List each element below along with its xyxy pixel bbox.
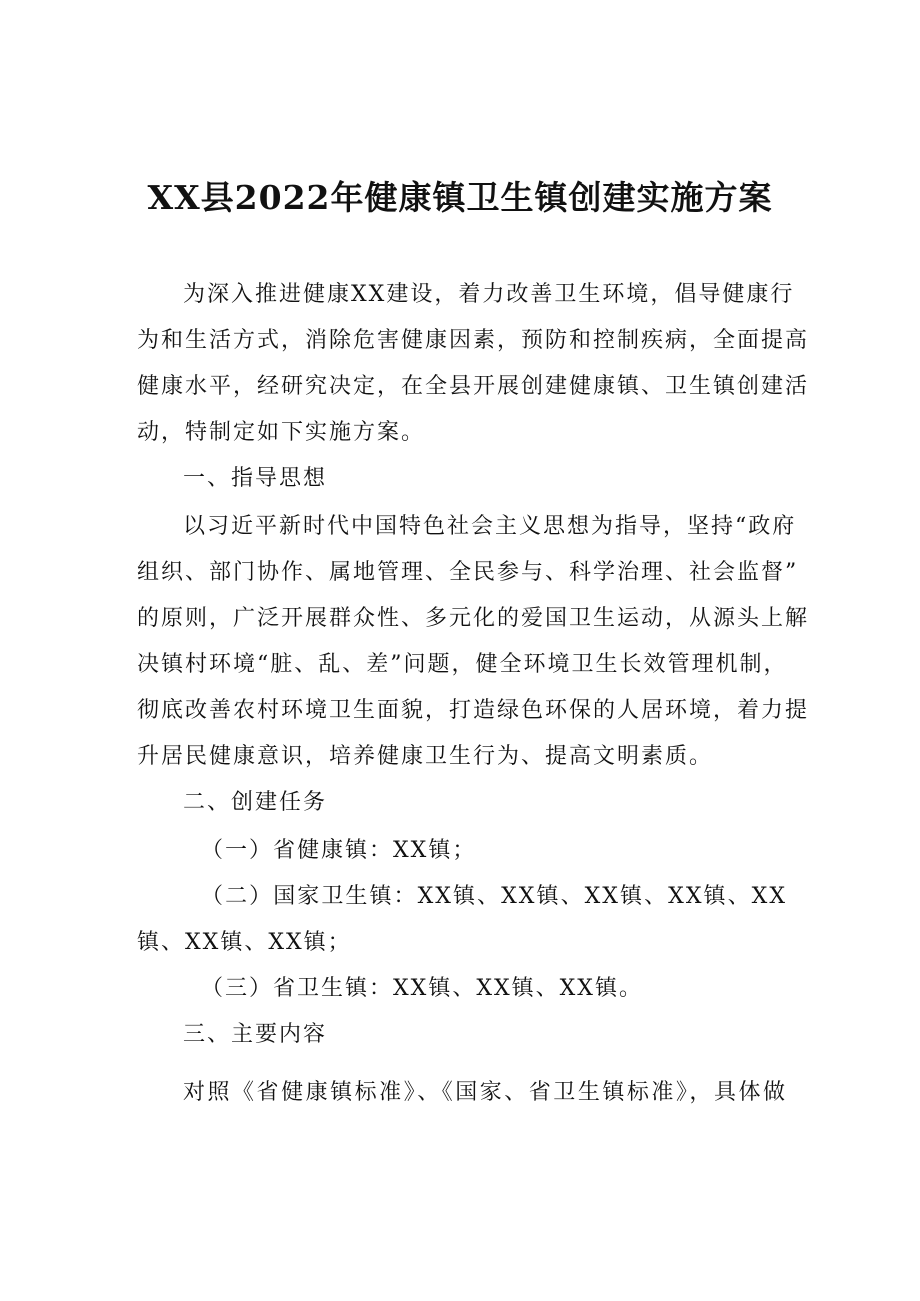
intro-line: 动，特制定如下实施方案。 (137, 420, 426, 445)
intro-line: 为和生活方式，消除危害健康因素，预防和控制疾病，全面提高 (137, 328, 810, 353)
paragraph-line: 决镇村环境“脏、乱、差”问题，健全环境卫生长效管理机制， (137, 652, 788, 677)
section-heading-guiding-ideology: 一、指导思想 (183, 466, 328, 491)
intro-paragraph (137, 272, 810, 456)
task-item-provincial-sanitary-town: （三）省卫生镇：XX镇、XX镇、XX镇。 (201, 976, 643, 1001)
paragraph-line: 彻底改善农村环境卫生面貌，打造绿色环保的人居环境，着力提 (137, 698, 810, 723)
task-item-national-health-town: （二）国家卫生镇：XX镇、XX镇、XX镇、XX镇、XX (201, 884, 787, 909)
document-body (137, 272, 810, 1116)
intro-line: 健康水平，经研究决定，在全县开展创建健康镇、卫生镇创建活 (137, 374, 810, 399)
paragraph-line: 组织、部门协作、属地管理、全民参与、科学治理、社会监督” (137, 560, 799, 585)
section-heading-tasks: 二、创建任务 (183, 790, 328, 815)
section-heading-main-content: 三、主要内容 (183, 1022, 328, 1047)
document-title: XX县2022年健康镇卫生镇创建实施方案 (147, 178, 773, 217)
main-content-line: 对照《省健康镇标准》、《国家、省卫生镇标准》，具体做 (183, 1080, 787, 1105)
paragraph-line: 以习近平新时代中国特色社会主义思想为指导，坚持“政府 (183, 514, 797, 539)
task-item-national-health-town-cont: 镇、XX镇、XX镇； (137, 930, 352, 955)
task-item-provincial-health-town: （一）省健康镇：XX镇； (201, 838, 477, 863)
paragraph-line: 升居民健康意识，培养健康卫生行为、提高文明素质。 (137, 744, 714, 769)
guiding-ideology-paragraph (137, 504, 810, 780)
intro-line: 为深入推进健康XX建设，着力改善卫生环境，倡导健康行 (183, 282, 795, 307)
paragraph-line: 的原则，广泛开展群众性、多元化的爱国卫生运动，从源头上解 (137, 606, 810, 631)
